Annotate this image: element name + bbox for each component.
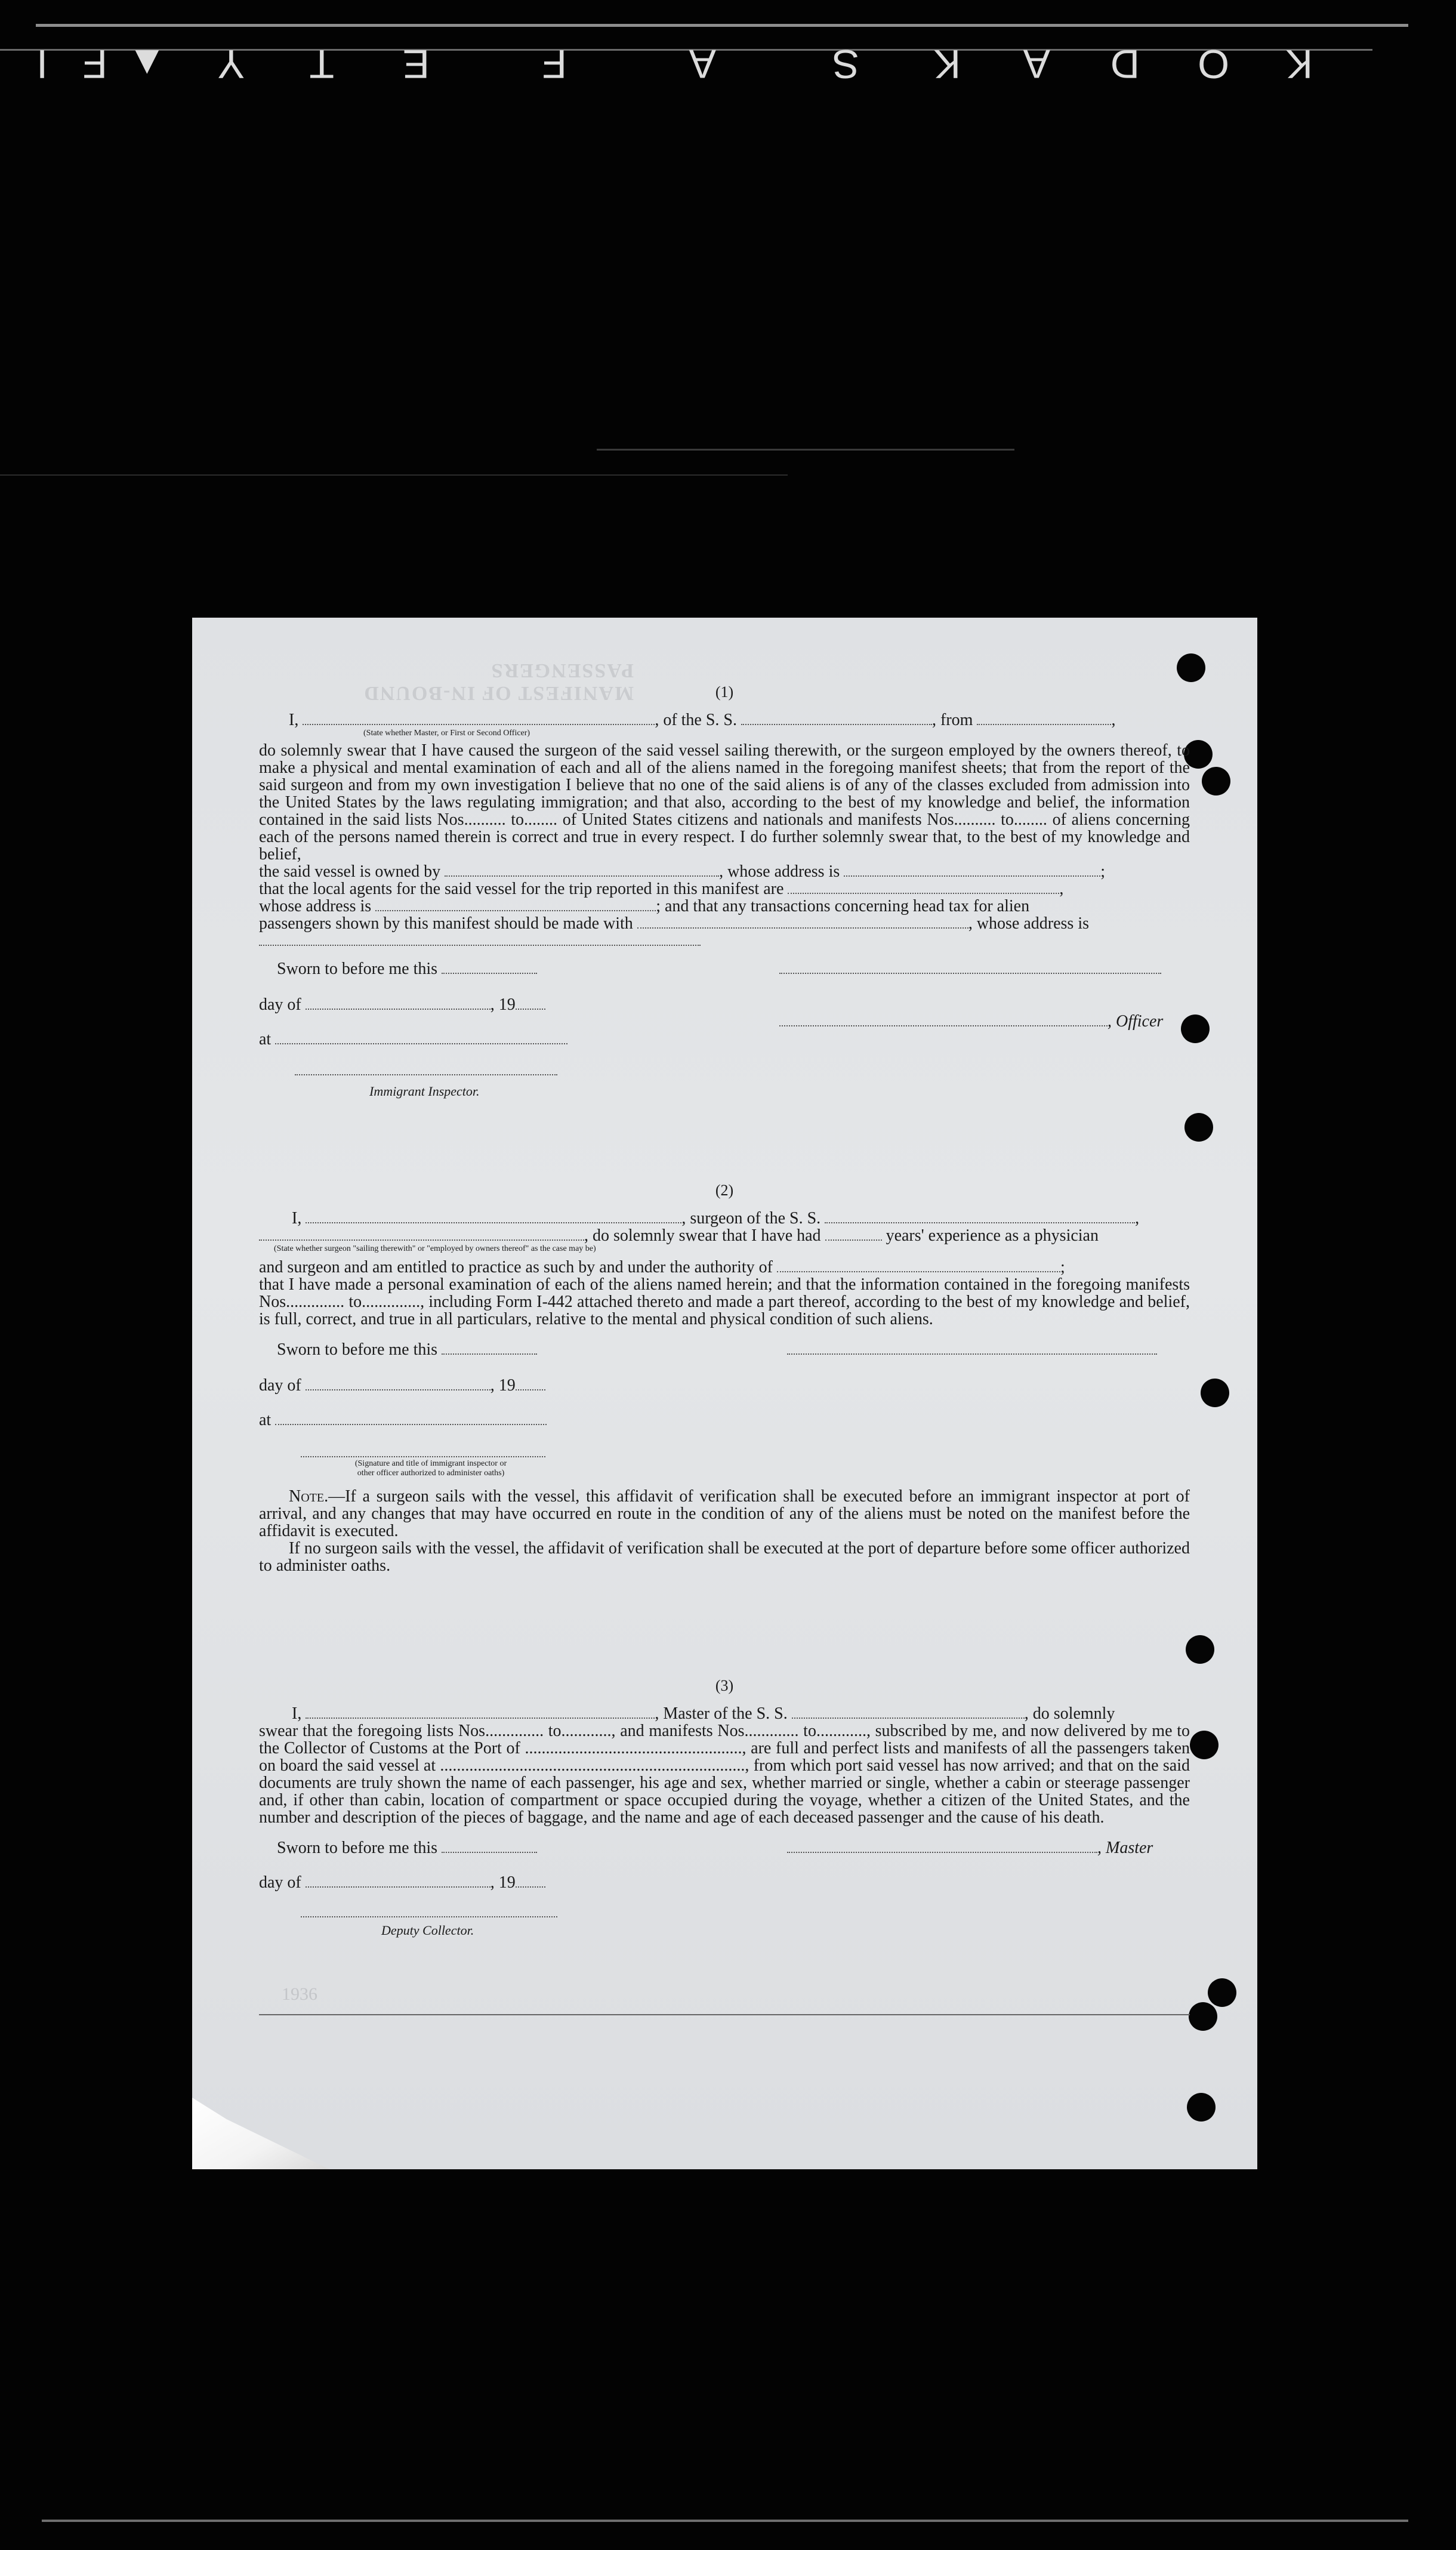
agent-address-line <box>259 898 1190 915</box>
blank-field <box>301 1444 545 1457</box>
blank-field <box>788 881 1059 894</box>
text: , 19 <box>490 995 516 1014</box>
note-paragraph-2: If no surgeon sails with the vessel, the affidavit of verification shall be executed at the port of departure before some officer authorized to administer oaths. <box>259 1539 1190 1575</box>
blank-field <box>303 712 655 725</box>
punch-hole <box>1190 1731 1219 1759</box>
text: the said vessel is owned by <box>259 862 441 881</box>
film-edge-glyph: E <box>399 41 430 87</box>
signature-caption <box>306 1459 556 1478</box>
blank-field <box>301 1904 557 1917</box>
corner-curl <box>192 2098 329 2169</box>
text: , from <box>932 711 973 729</box>
text: , Officer <box>1108 1012 1164 1031</box>
blank-field <box>442 961 537 974</box>
film-edge-glyph: T <box>306 41 334 87</box>
film-edge-glyph: I <box>33 41 48 87</box>
jurat-block <box>259 1839 1190 1941</box>
text: at <box>259 1411 272 1429</box>
film-mid-rule <box>597 449 1014 451</box>
text: other officer authorized to administer oaths) <box>357 1469 505 1478</box>
film-top-rule <box>36 24 1408 27</box>
surgeon-line: I, , surgeon of the S. S. , <box>292 1209 1140 1228</box>
film-mid-rule-2 <box>0 474 788 476</box>
film-edge-glyph: F <box>79 41 107 87</box>
sworn-line <box>277 1839 537 1857</box>
master-signature-line <box>787 1839 1153 1857</box>
blank-field <box>637 915 968 929</box>
text: (Signature and title of immigrant inspector or <box>354 1459 507 1468</box>
text: day of <box>259 1873 301 1892</box>
text: , do solemnly swear that I have had <box>584 1226 821 1245</box>
blank-field <box>777 1259 1060 1272</box>
experience-line <box>259 1227 1190 1244</box>
agents-line: that the local agents for the said vessel for the trip reported in this manifest are , <box>259 880 1064 898</box>
text: , Master <box>1097 1839 1153 1857</box>
blank-field <box>844 864 1100 877</box>
text: I, <box>292 1704 302 1723</box>
text: , of the S. S. <box>655 711 738 729</box>
blank-field <box>306 1706 655 1719</box>
text: —If a surgeon sails with the vessel, this affidavit of verification shall be executed before an immigrant inspector at port of arrival, and any changes that may have occurred en route in the condition of any of the aliens must be noted on the manifest before the affidavit is executed. <box>259 1487 1190 1540</box>
sworn-line <box>277 1341 537 1358</box>
collector-caption: Deputy Collector. <box>381 1923 474 1938</box>
text: that the local agents for the said vessel for the trip reported in this manifest are <box>259 880 784 898</box>
film-edge-glyph: K <box>930 41 961 87</box>
film-edge-glyph: ▲ <box>123 41 167 87</box>
bleedthrough-heading: MANIFEST OF IN-BOUND PASSENGERS <box>363 659 634 704</box>
blank-field <box>792 1706 1025 1719</box>
text: , do solemnly <box>1024 1704 1115 1723</box>
authority-line: and surgeon and am entitled to practice as such by and under the authority of ; <box>259 1258 1065 1276</box>
text: Sworn to before me this <box>277 1839 438 1857</box>
blank-field <box>516 1874 545 1888</box>
day-line <box>259 1874 545 1891</box>
text: , 19 <box>490 1376 516 1395</box>
punch-hole <box>1202 767 1230 795</box>
blank-field <box>375 898 656 911</box>
blank-field <box>741 712 932 725</box>
text: at <box>259 1030 272 1049</box>
closing-rule <box>259 2014 1190 2015</box>
address-continuation-line <box>259 932 1190 949</box>
film-edge-glyph: A <box>1019 41 1050 87</box>
declarant-line: I, , of the S. S. , from , <box>289 711 1116 729</box>
owner-line: the said vessel is owned by , whose address is ; <box>259 862 1106 881</box>
head-tax-line <box>259 915 1190 932</box>
punch-hole <box>1184 1113 1213 1142</box>
surgeon-signature-line <box>787 1341 1157 1358</box>
form-sheet <box>192 618 1257 2169</box>
film-edge-glyph: D <box>1106 41 1140 87</box>
blank-field <box>779 961 1161 974</box>
text: , whose address is <box>968 914 1090 933</box>
blank-field <box>516 1377 545 1390</box>
text: Sworn to before me this <box>277 1340 438 1359</box>
manifest-paragraph: swear that the foregoing lists Nos.............. to............, and manifests Nos............. to............, subscribed by me, and now delivered by me to the Collector of Customs at the Port of ...................................................., are full and perfect lists and manifests of all the passengers taken on board the said vessel at ........................................................................., from which port said vessel has now arrived; and that on the said documents are truly shown the name of each passenger, his age and sex, whether married or single, whether a cabin or steerage passenger and, if other than cabin, location of compartment or space occupied during the voyage, whether a citizen of the United States, and the number and description of the pieces of baggage, and the name and age of each deceased passenger and the cause of his death. <box>259 1722 1190 1827</box>
blank-field <box>442 1840 537 1853</box>
blank-field <box>825 1228 882 1241</box>
film-edge-glyph: S <box>828 41 859 87</box>
inspector-signature-line <box>295 1062 557 1079</box>
note-label: Note. <box>289 1487 329 1506</box>
day-line <box>259 996 545 1013</box>
day-line <box>259 1377 545 1394</box>
film-edge-text <box>33 37 1313 91</box>
text: whose address is <box>259 897 372 915</box>
examination-paragraph: that I have made a personal examination of each of the aliens named herein; and that the information contained in the foregoing manifests Nos.............. to.............., including Form I-442 attached thereto and made a part thereof, according to the best of my knowledge and belief, is full, correct, and true in all particulars, relative to the mental and physical condition of such aliens. <box>259 1275 1190 1328</box>
punch-hole <box>1201 1379 1229 1407</box>
affidavit-section-3 <box>259 1677 1190 1941</box>
section-number: (3) <box>715 1677 734 1694</box>
text: Sworn to before me this <box>277 960 438 978</box>
blank-field <box>275 1412 547 1425</box>
blank-field <box>259 1228 584 1241</box>
blank-field <box>516 997 545 1010</box>
film-edge-glyph: Y <box>214 41 245 87</box>
section-number: (2) <box>715 1182 734 1199</box>
text: years' experience as a physician <box>886 1226 1099 1245</box>
punch-hole <box>1177 653 1205 682</box>
field-caption: (State whether surgeon "sailing therewith" or "employed by owners thereof" as the case may be) <box>274 1244 596 1253</box>
text: and surgeon and am entitled to practice as such by and under the authority of <box>259 1258 773 1276</box>
blank-field <box>259 933 701 946</box>
film-bottom-rule <box>42 2520 1408 2522</box>
affidavit-section-1 <box>259 683 1190 1109</box>
field-caption: (State whether Master, or First or Second Officer) <box>363 729 530 738</box>
film-edge-glyph: A <box>685 41 716 87</box>
film-edge-glyph: O <box>1194 41 1229 87</box>
blank-field <box>787 1342 1157 1355</box>
master-line <box>259 1705 1190 1722</box>
bleedthrough-mark: 1936 <box>282 1984 317 2004</box>
inspector-caption: Immigrant Inspector. <box>369 1084 480 1099</box>
text: , Master of the S. S. <box>655 1704 788 1723</box>
blank-field <box>306 1377 491 1390</box>
text: day of <box>259 1376 301 1395</box>
affidavit-section-2 <box>259 1182 1190 1574</box>
text: ; and that any transactions concerning head tax for alien <box>656 897 1030 915</box>
blank-field <box>825 1210 1135 1223</box>
text: passengers shown by this manifest should be made with <box>259 914 633 933</box>
punch-hole <box>1187 2093 1216 2122</box>
text: , 19 <box>490 1873 516 1892</box>
sworn-line <box>277 960 537 978</box>
blank-field <box>306 1210 681 1223</box>
blank-field <box>445 864 719 877</box>
text: day of <box>259 995 301 1014</box>
officer-signature-line <box>779 1013 1163 1030</box>
blank-field <box>442 1342 537 1355</box>
blank-field <box>779 1013 1108 1026</box>
text: , surgeon of the S. S. <box>681 1209 821 1228</box>
blank-field <box>306 1874 491 1888</box>
text: I, <box>292 1209 302 1228</box>
punch-hole <box>1189 2002 1217 2031</box>
officer-signature-line-top <box>779 960 1161 978</box>
text: , whose address is <box>719 862 840 881</box>
jurat-block <box>259 1341 1190 1484</box>
at-line <box>259 1411 547 1429</box>
inspector-signature-line <box>301 1444 545 1461</box>
oath-paragraph: do solemnly swear that I have caused the surgeon of the said vessel sailing therewith, or the surgeon employed by the owners thereof, to make a physical and mental examination of each and all of the aliens named in the foregoing manifest sheets; that from the report of the said surgeon and from my own investigation I believe that no one of the said aliens is of any of the classes excluded from admission into the United States by the laws regulating immigration; and that also, according to the best of my knowledge and belief, the information contained in the said lists Nos.......... to........ of United States citizens and nationals and manifests Nos.......... to........ of aliens concerning each of the persons named therein is correct and true in every respect. I do further solemnly swear that, to the best of my knowledge and belief, <box>259 741 1190 864</box>
blank-field <box>306 997 491 1010</box>
blank-field <box>977 712 1111 725</box>
section-number: (1) <box>715 683 734 701</box>
punch-hole <box>1208 1978 1236 2007</box>
collector-signature-line <box>301 1904 557 1921</box>
blank-field <box>787 1840 1097 1853</box>
note-paragraph <box>259 1488 1190 1540</box>
film-edge-glyph: K <box>1282 41 1313 87</box>
film-edge-glyph: F <box>538 41 567 87</box>
punch-hole <box>1186 1635 1214 1664</box>
blank-field <box>275 1031 567 1044</box>
jurat-block <box>259 960 1190 1109</box>
blank-field <box>295 1062 557 1075</box>
text: I, <box>289 711 299 729</box>
at-line <box>259 1031 567 1048</box>
